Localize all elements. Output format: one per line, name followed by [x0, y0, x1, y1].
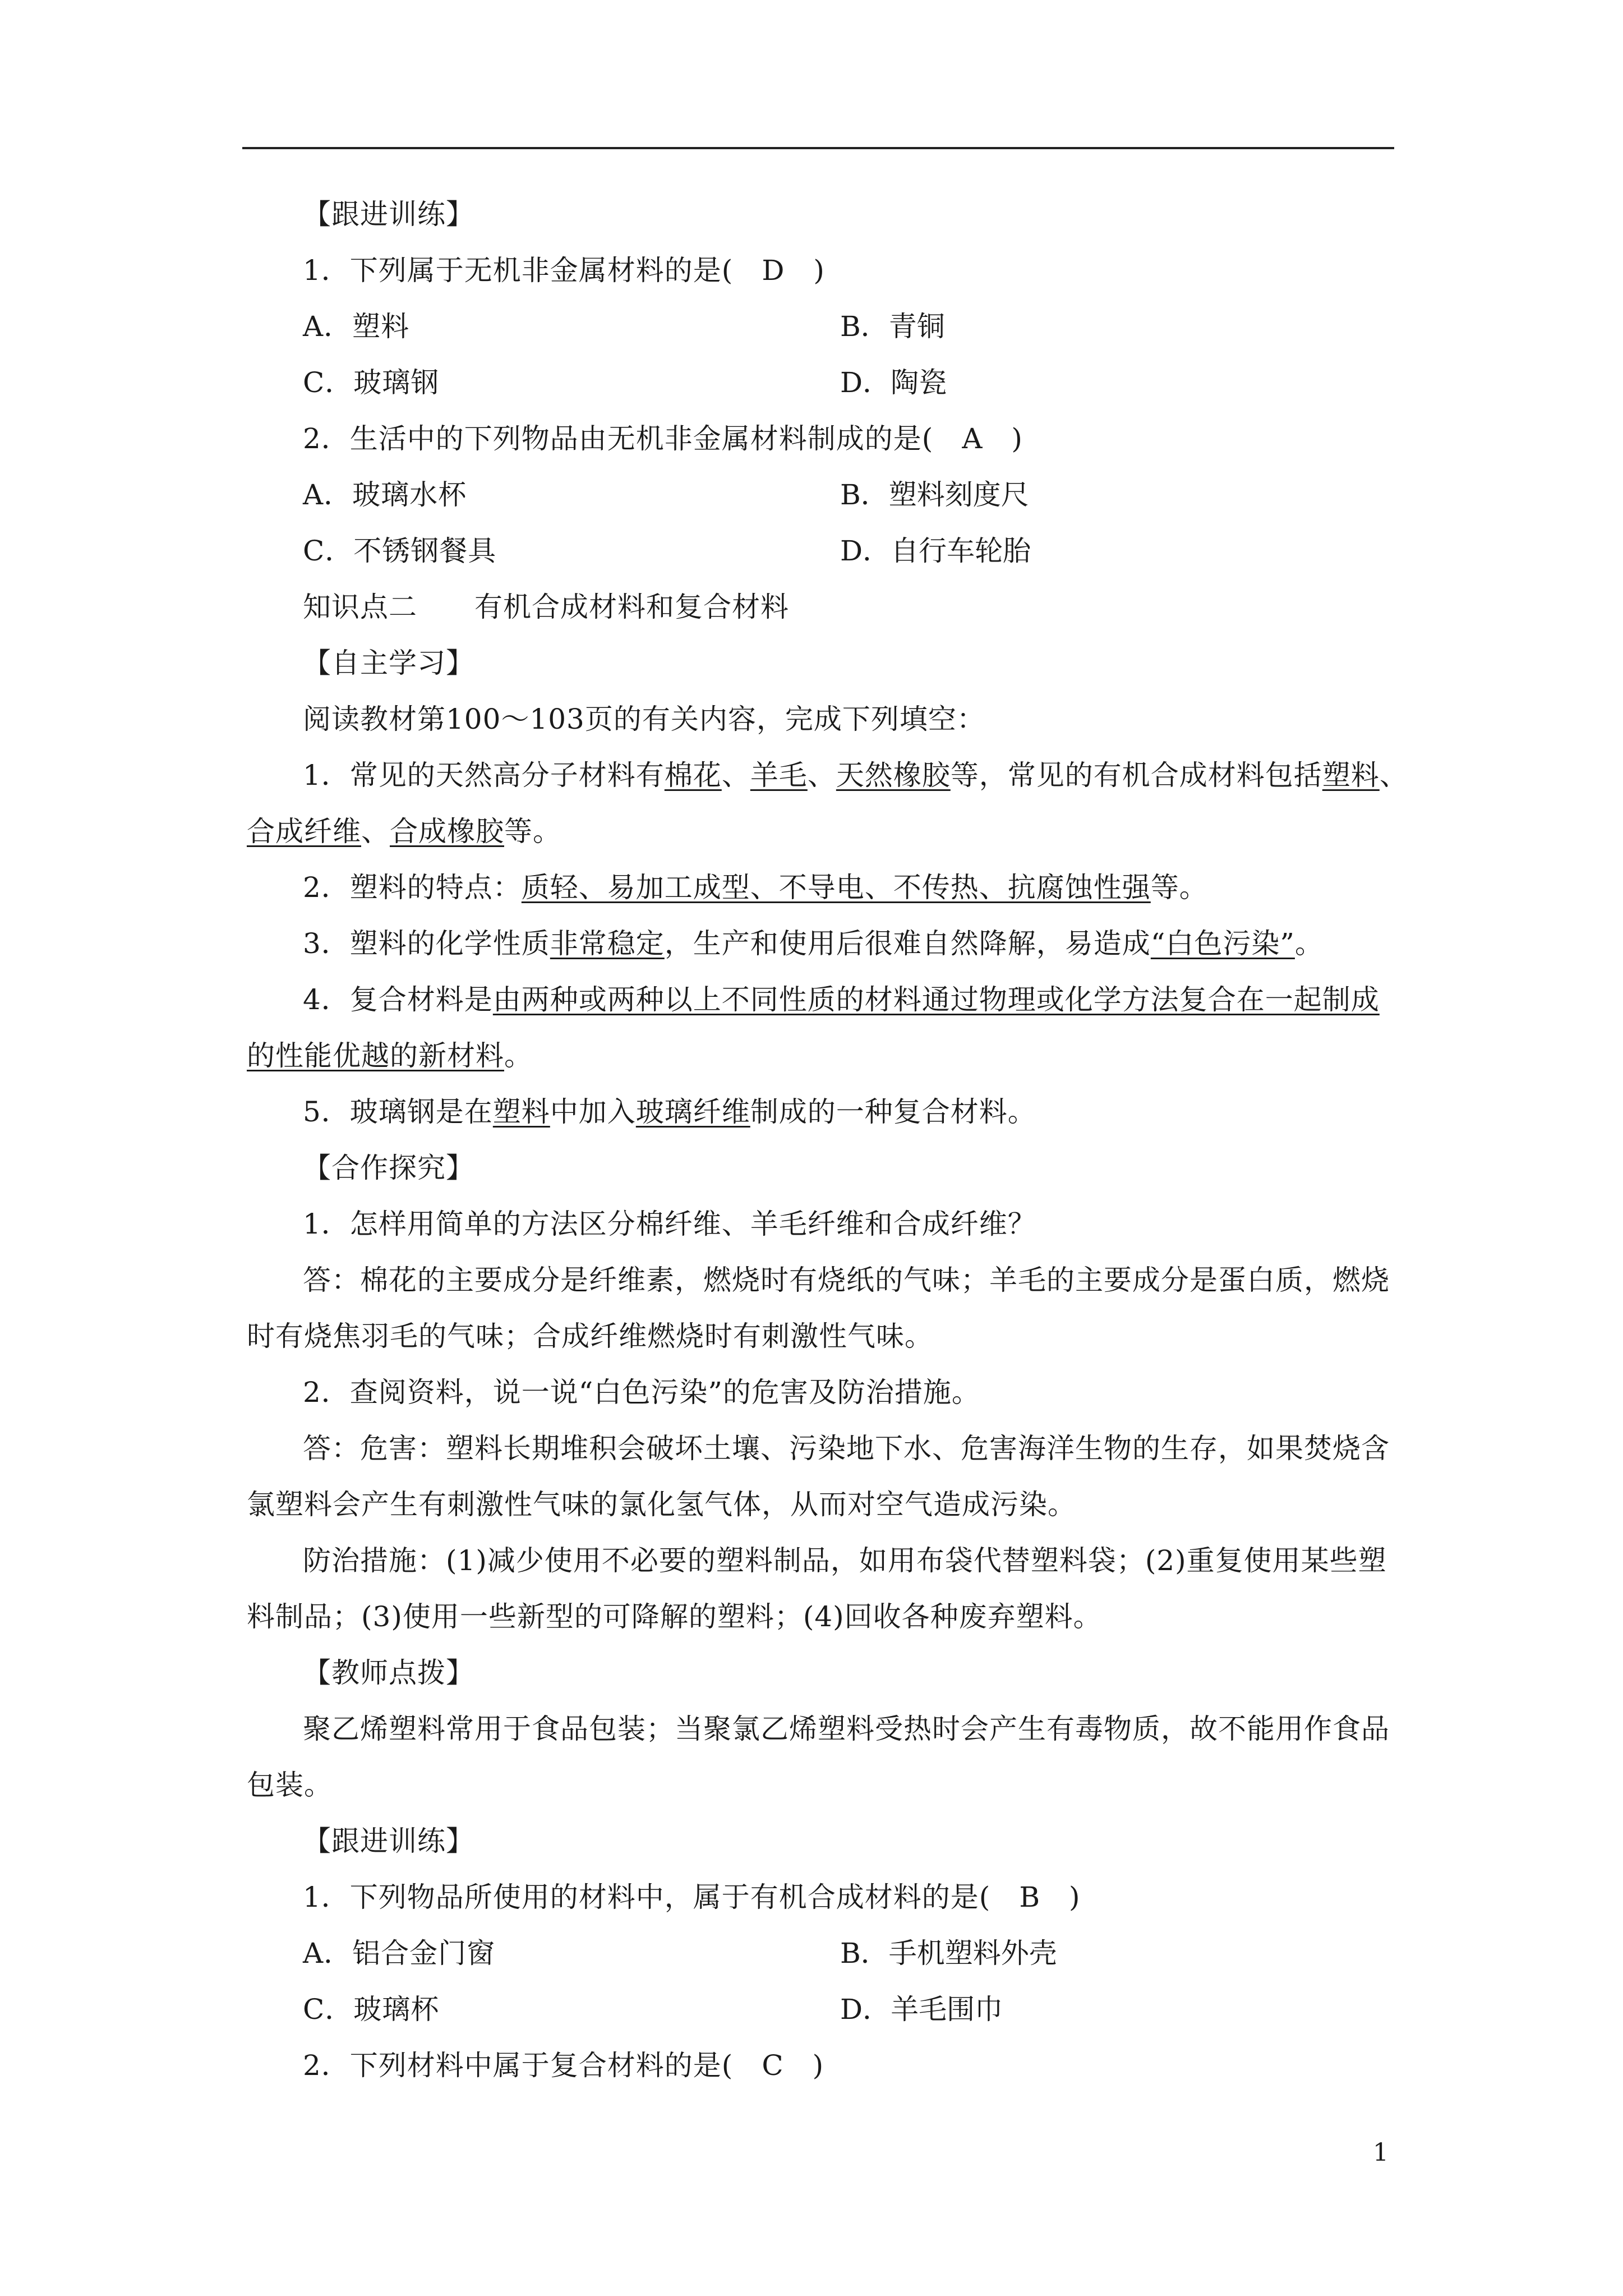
- intro-text: 阅读教材第100～103页的有关内容，完成下列填空：: [303, 703, 985, 735]
- fill-item-3: 3．塑料的化学性质非常稳定，生产和使用后很难自然降解，易造成“白色污染”。: [303, 927, 1324, 960]
- option-c: C．玻璃钢: [303, 366, 440, 399]
- answer-text: 时有烧焦羽毛的气味；合成纤维燃烧时有刺激性气味。: [247, 1320, 933, 1352]
- answer-text: 答：危害：塑料长期堆积会破坏土壤、污染地下水、危害海洋生物的生存，如果焚烧含: [303, 1432, 1390, 1465]
- section-heading: 【跟进训练】: [303, 198, 474, 231]
- answer-blank: “白色污染”: [1150, 927, 1295, 960]
- option-a: A．塑料: [303, 310, 410, 343]
- answer-blank: 棉花: [664, 759, 722, 792]
- fill-item-5: 5．玻璃钢是在塑料中加入玻璃纤维制成的一种复合材料。: [303, 1096, 1036, 1128]
- section-heading: 【教师点拨】: [303, 1657, 474, 1689]
- answer-blank: 由两种或两种以上不同性质的材料通过物理或化学方法复合在一起制成: [492, 983, 1380, 1016]
- question-stem: 2．生活中的下列物品由无机非金属材料制成的是( A ): [303, 422, 1023, 455]
- question-stem: 1．下列属于无机非金属材料的是( D ): [303, 254, 825, 287]
- answer-text: 答：棉花的主要成分是纤维素，燃烧时有烧纸的气味；羊毛的主要成分是蛋白质，燃烧: [303, 1264, 1390, 1296]
- answer-blank: 羊毛: [750, 759, 808, 792]
- answer-text: 防治措施：(1)减少使用不必要的塑料制品，如用布袋代替塑料袋；(2)重复使用某些塑: [303, 1544, 1387, 1577]
- answer-blank: 合成纤维: [247, 815, 361, 848]
- fill-item-1-cont: 合成纤维、合成橡胶等。: [247, 815, 561, 848]
- section-heading: 【合作探究】: [303, 1152, 474, 1184]
- teacher-note: 聚乙烯塑料常用于食品包装；当聚氯乙烯塑料受热时会产生有毒物质，故不能用作食品: [303, 1713, 1390, 1745]
- answer-text: 氯塑料会产生有刺激性气味的氯化氢气体，从而对空气造成污染。: [247, 1488, 1076, 1521]
- option-d: D．羊毛围巾: [840, 1993, 1003, 2026]
- section-heading: 【跟进训练】: [303, 1825, 474, 1857]
- answer-text: 料制品；(3)使用一些新型的可降解的塑料；(4)回收各种废弃塑料。: [247, 1600, 1102, 1633]
- option-b: B．青铜: [840, 310, 945, 343]
- option-a: A．铝合金门窗: [303, 1937, 496, 1970]
- option-d: D．陶瓷: [840, 366, 947, 399]
- answer-blank: 玻璃纤维: [635, 1096, 750, 1128]
- question-text: 1．怎样用简单的方法区分棉纤维、羊毛纤维和合成纤维？: [303, 1208, 1036, 1240]
- question-text: 2．查阅资料，说一说“白色污染”的危害及防治措施。: [303, 1376, 980, 1409]
- option-b: B．手机塑料外壳: [840, 1937, 1057, 1970]
- option-c: C．不锈钢餐具: [303, 535, 497, 567]
- option-d: D．自行车轮胎: [840, 535, 1031, 567]
- header-rule: [242, 147, 1394, 149]
- section-heading: 【自主学习】: [303, 647, 474, 679]
- option-c: C．玻璃杯: [303, 1993, 440, 2026]
- fill-item-4-cont: 的性能优越的新材料。: [247, 1039, 533, 1072]
- option-a: A．玻璃水杯: [303, 478, 467, 511]
- question-stem: 1．下列物品所使用的材料中，属于有机合成材料的是( B ): [303, 1881, 1081, 1913]
- knowledge-point-title: 知识点二 有机合成材料和复合材料: [303, 591, 789, 623]
- page-number: 1: [1373, 2138, 1389, 2167]
- fill-item-4: 4．复合材料是由两种或两种以上不同性质的材料通过物理或化学方法复合在一起制成: [303, 983, 1380, 1016]
- answer-blank: 塑料: [492, 1096, 550, 1128]
- answer-blank: 质轻、易加工成型、不导电、不传热、抗腐蚀性强: [521, 871, 1151, 904]
- question-stem: 2．下列材料中属于复合材料的是( C ): [303, 2049, 824, 2082]
- answer-blank: 合成橡胶: [390, 815, 504, 848]
- answer-blank: 的性能优越的新材料: [247, 1039, 504, 1072]
- option-b: B．塑料刻度尺: [840, 478, 1029, 511]
- answer-blank: 天然橡胶: [836, 759, 951, 792]
- answer-blank: 塑料: [1322, 759, 1380, 792]
- fill-item-1: 1．常见的天然高分子材料有棉花、羊毛、天然橡胶等，常见的有机合成材料包括塑料、: [303, 759, 1408, 792]
- fill-item-2: 2．塑料的特点：质轻、易加工成型、不导电、不传热、抗腐蚀性强等。: [303, 871, 1208, 904]
- answer-blank: 非常稳定: [550, 927, 665, 960]
- teacher-note: 包装。: [247, 1769, 333, 1801]
